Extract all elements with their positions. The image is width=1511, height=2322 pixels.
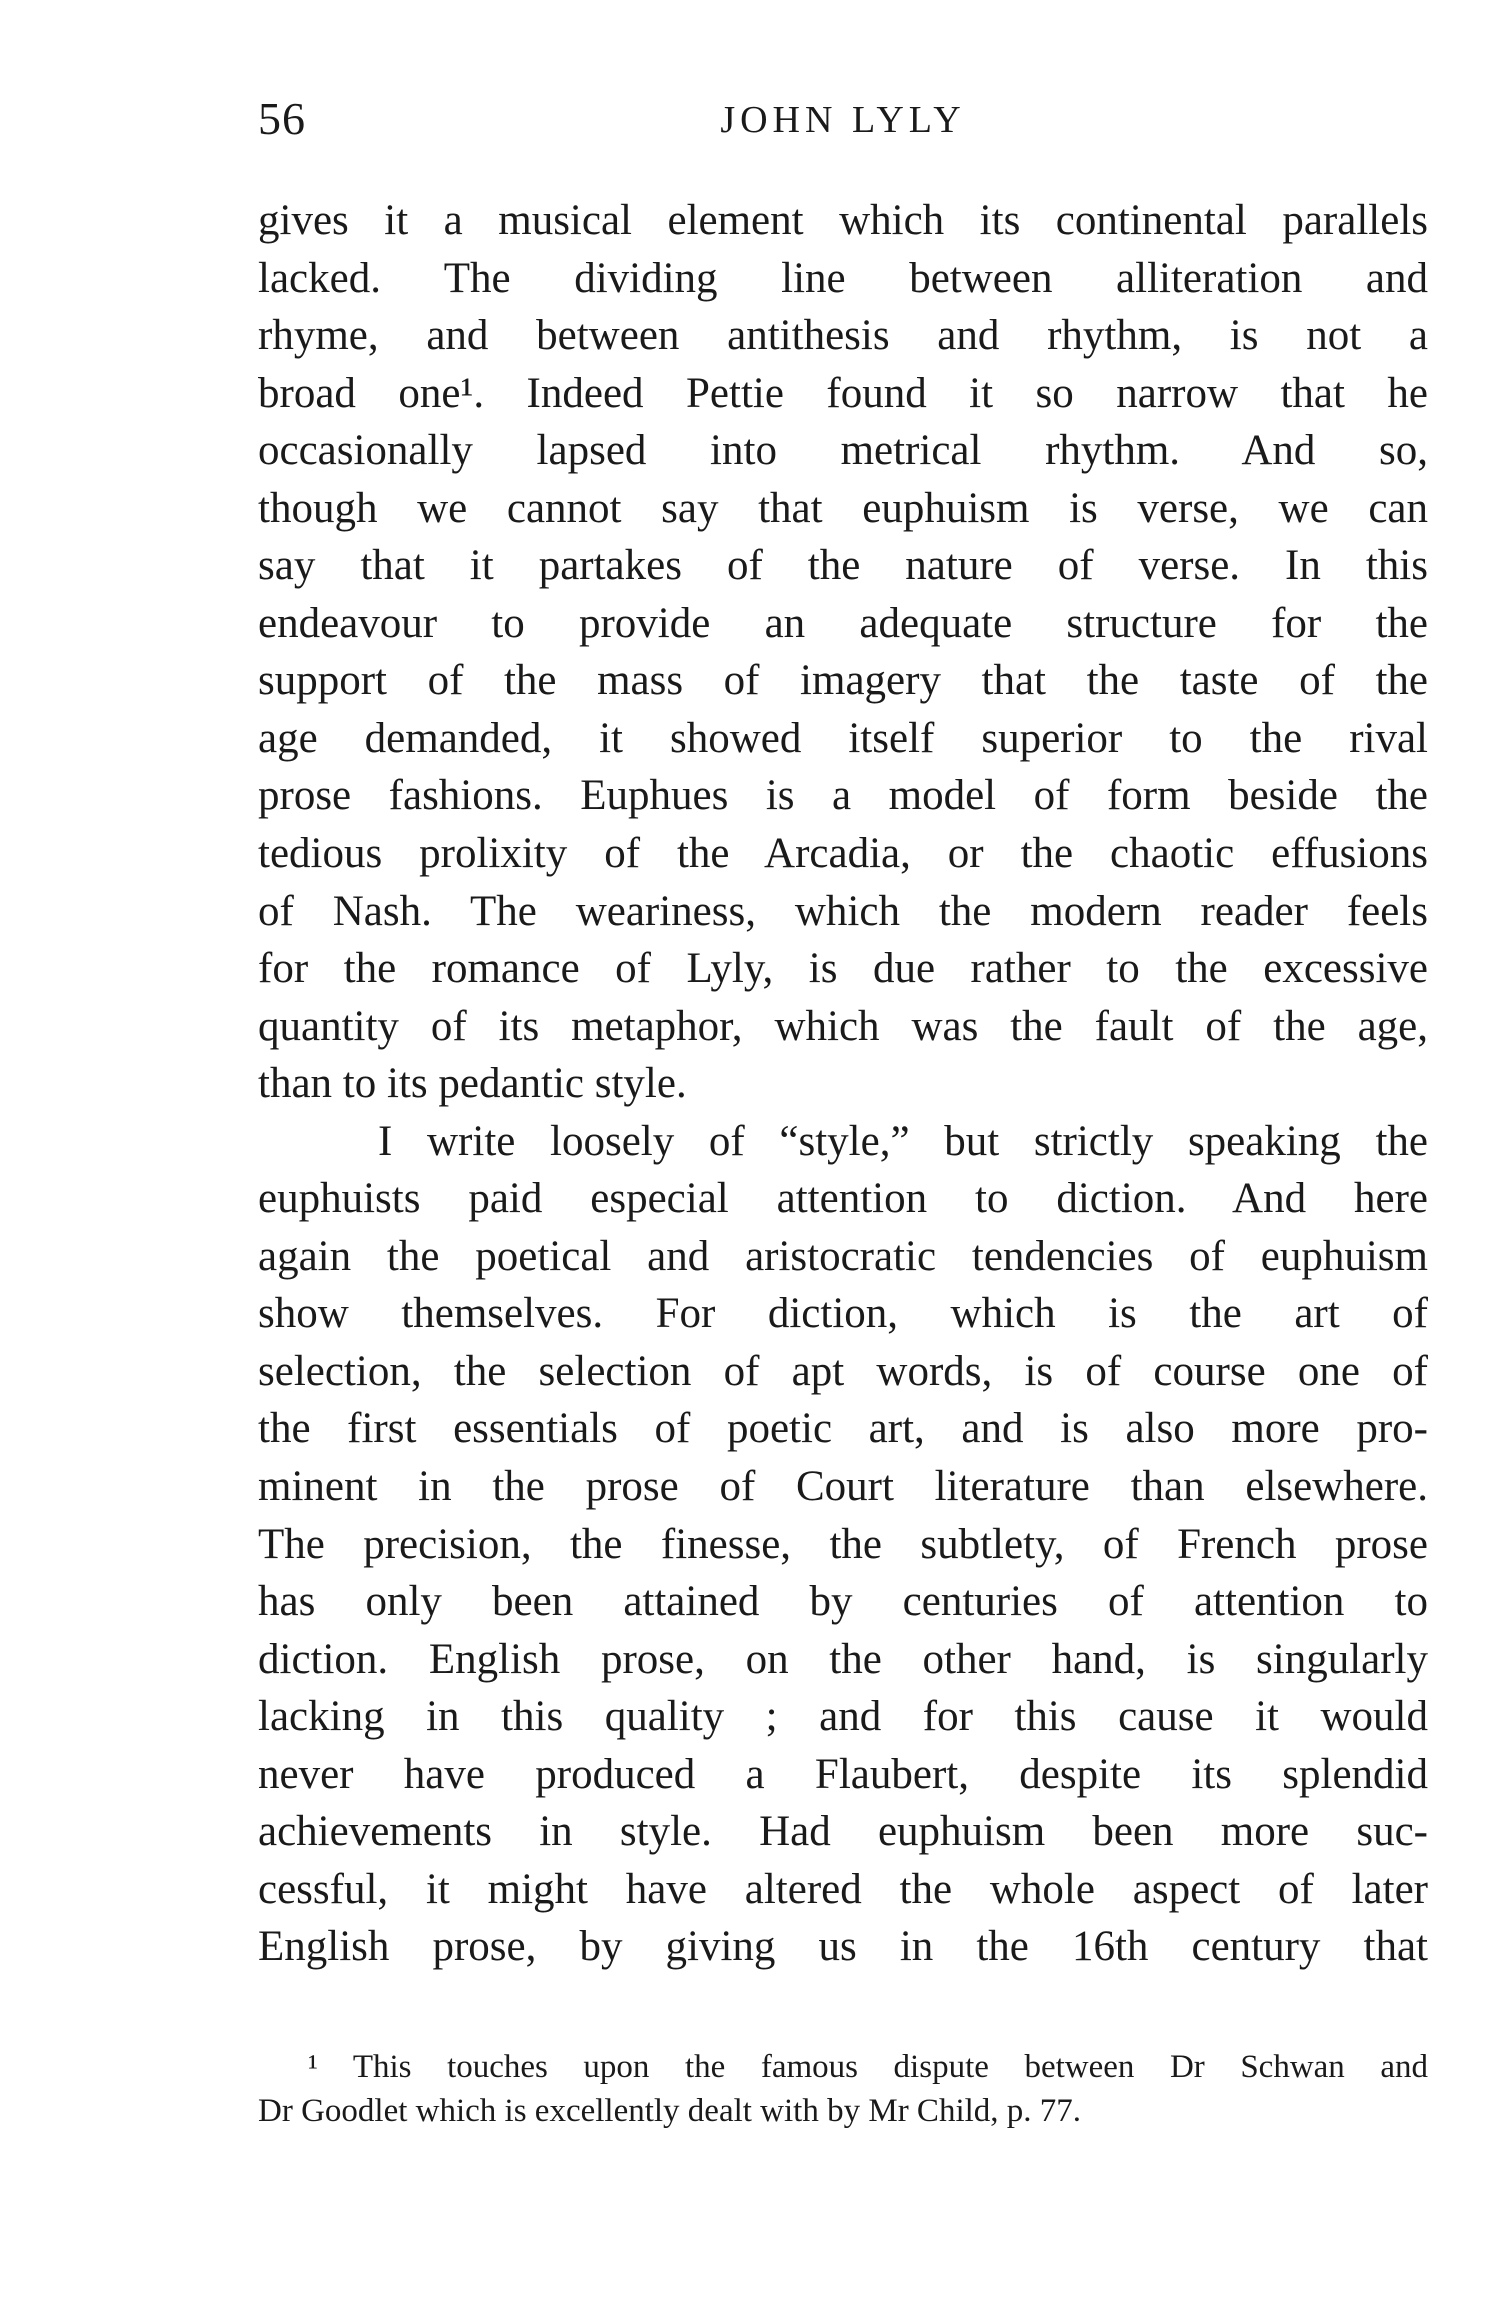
- text-line: broad one¹. Indeed Pettie found it so narrow that he: [258, 369, 1428, 417]
- text-line: though we cannot say that euphuism is verse, we can: [258, 484, 1428, 532]
- text-line: prose fashions. Euphues is a model of form beside the: [258, 772, 1428, 820]
- footnotes: [258, 2045, 1428, 2133]
- page-header: [258, 92, 1428, 162]
- text-line: for the romance of Lyly, is due rather to the excessive: [258, 945, 1428, 993]
- text-line: say that it partakes of the nature of verse. In this: [258, 542, 1428, 590]
- text-line: cessful, it might have altered the whole aspect of later: [258, 1865, 1428, 1913]
- text-line: never have produced a Flaubert, despite its splendid: [258, 1750, 1428, 1798]
- text-line: of Nash. The weariness, which the modern reader feels: [258, 887, 1428, 935]
- text-line: has only been attained by centuries of attention to: [258, 1578, 1428, 1626]
- text-line: gives it a musical element which its continental parallels: [258, 197, 1428, 244]
- text-line: achievements in style. Had euphuism been more suc-: [258, 1808, 1428, 1856]
- footnote-line: Dr Goodlet which is excellently dealt with by Mr Child, p. 77.: [258, 2093, 1082, 2129]
- text-line: show themselves. For diction, which is the art of: [258, 1290, 1428, 1338]
- text-line: lacked. The dividing line between alliteration and: [258, 254, 1428, 302]
- body-text: [258, 192, 1428, 1976]
- text-line: lacking in this quality ; and for this cause it would: [258, 1693, 1428, 1741]
- text-line: euphuists paid especial attention to diction. And here: [258, 1175, 1428, 1223]
- text-line: quantity of its metaphor, which was the fault of the age,: [258, 1002, 1428, 1050]
- page-number: 56: [258, 93, 306, 144]
- text-line: The precision, the finesse, the subtlety, of French prose: [258, 1520, 1428, 1568]
- text-line: endeavour to provide an adequate structure for the: [258, 599, 1428, 647]
- text-line: support of the mass of imagery that the taste of the: [258, 657, 1428, 705]
- text-line: the first essentials of poetic art, and is also more pro-: [258, 1405, 1428, 1453]
- text-line: diction. English prose, on the other hand, is singularly: [258, 1635, 1428, 1683]
- text-line: again the poetical and aristocratic tendencies of euphuism: [258, 1232, 1428, 1280]
- text-line: than to its pedantic style.: [258, 1060, 687, 1108]
- text-line: tedious prolixity of the Arcadia, or the chaotic effusions: [258, 830, 1428, 878]
- footnote-line: ¹ This touches upon the famous dispute between Dr Schwan and: [308, 2049, 1428, 2085]
- text-line: selection, the selection of apt words, is of course one of: [258, 1347, 1428, 1395]
- text-line: occasionally lapsed into metrical rhythm. And so,: [258, 427, 1428, 475]
- running-head: JOHN LYLY: [720, 99, 966, 141]
- text-line: English prose, by giving us in the 16th century that: [258, 1923, 1428, 1971]
- text-line: I write loosely of “style,” but strictly speaking the: [378, 1117, 1428, 1165]
- text-line: rhyme, and between antithesis and rhythm, is not a: [258, 312, 1428, 360]
- text-line: minent in the prose of Court literature than elsewhere.: [258, 1463, 1428, 1511]
- text-line: age demanded, it showed itself superior to the rival: [258, 714, 1428, 762]
